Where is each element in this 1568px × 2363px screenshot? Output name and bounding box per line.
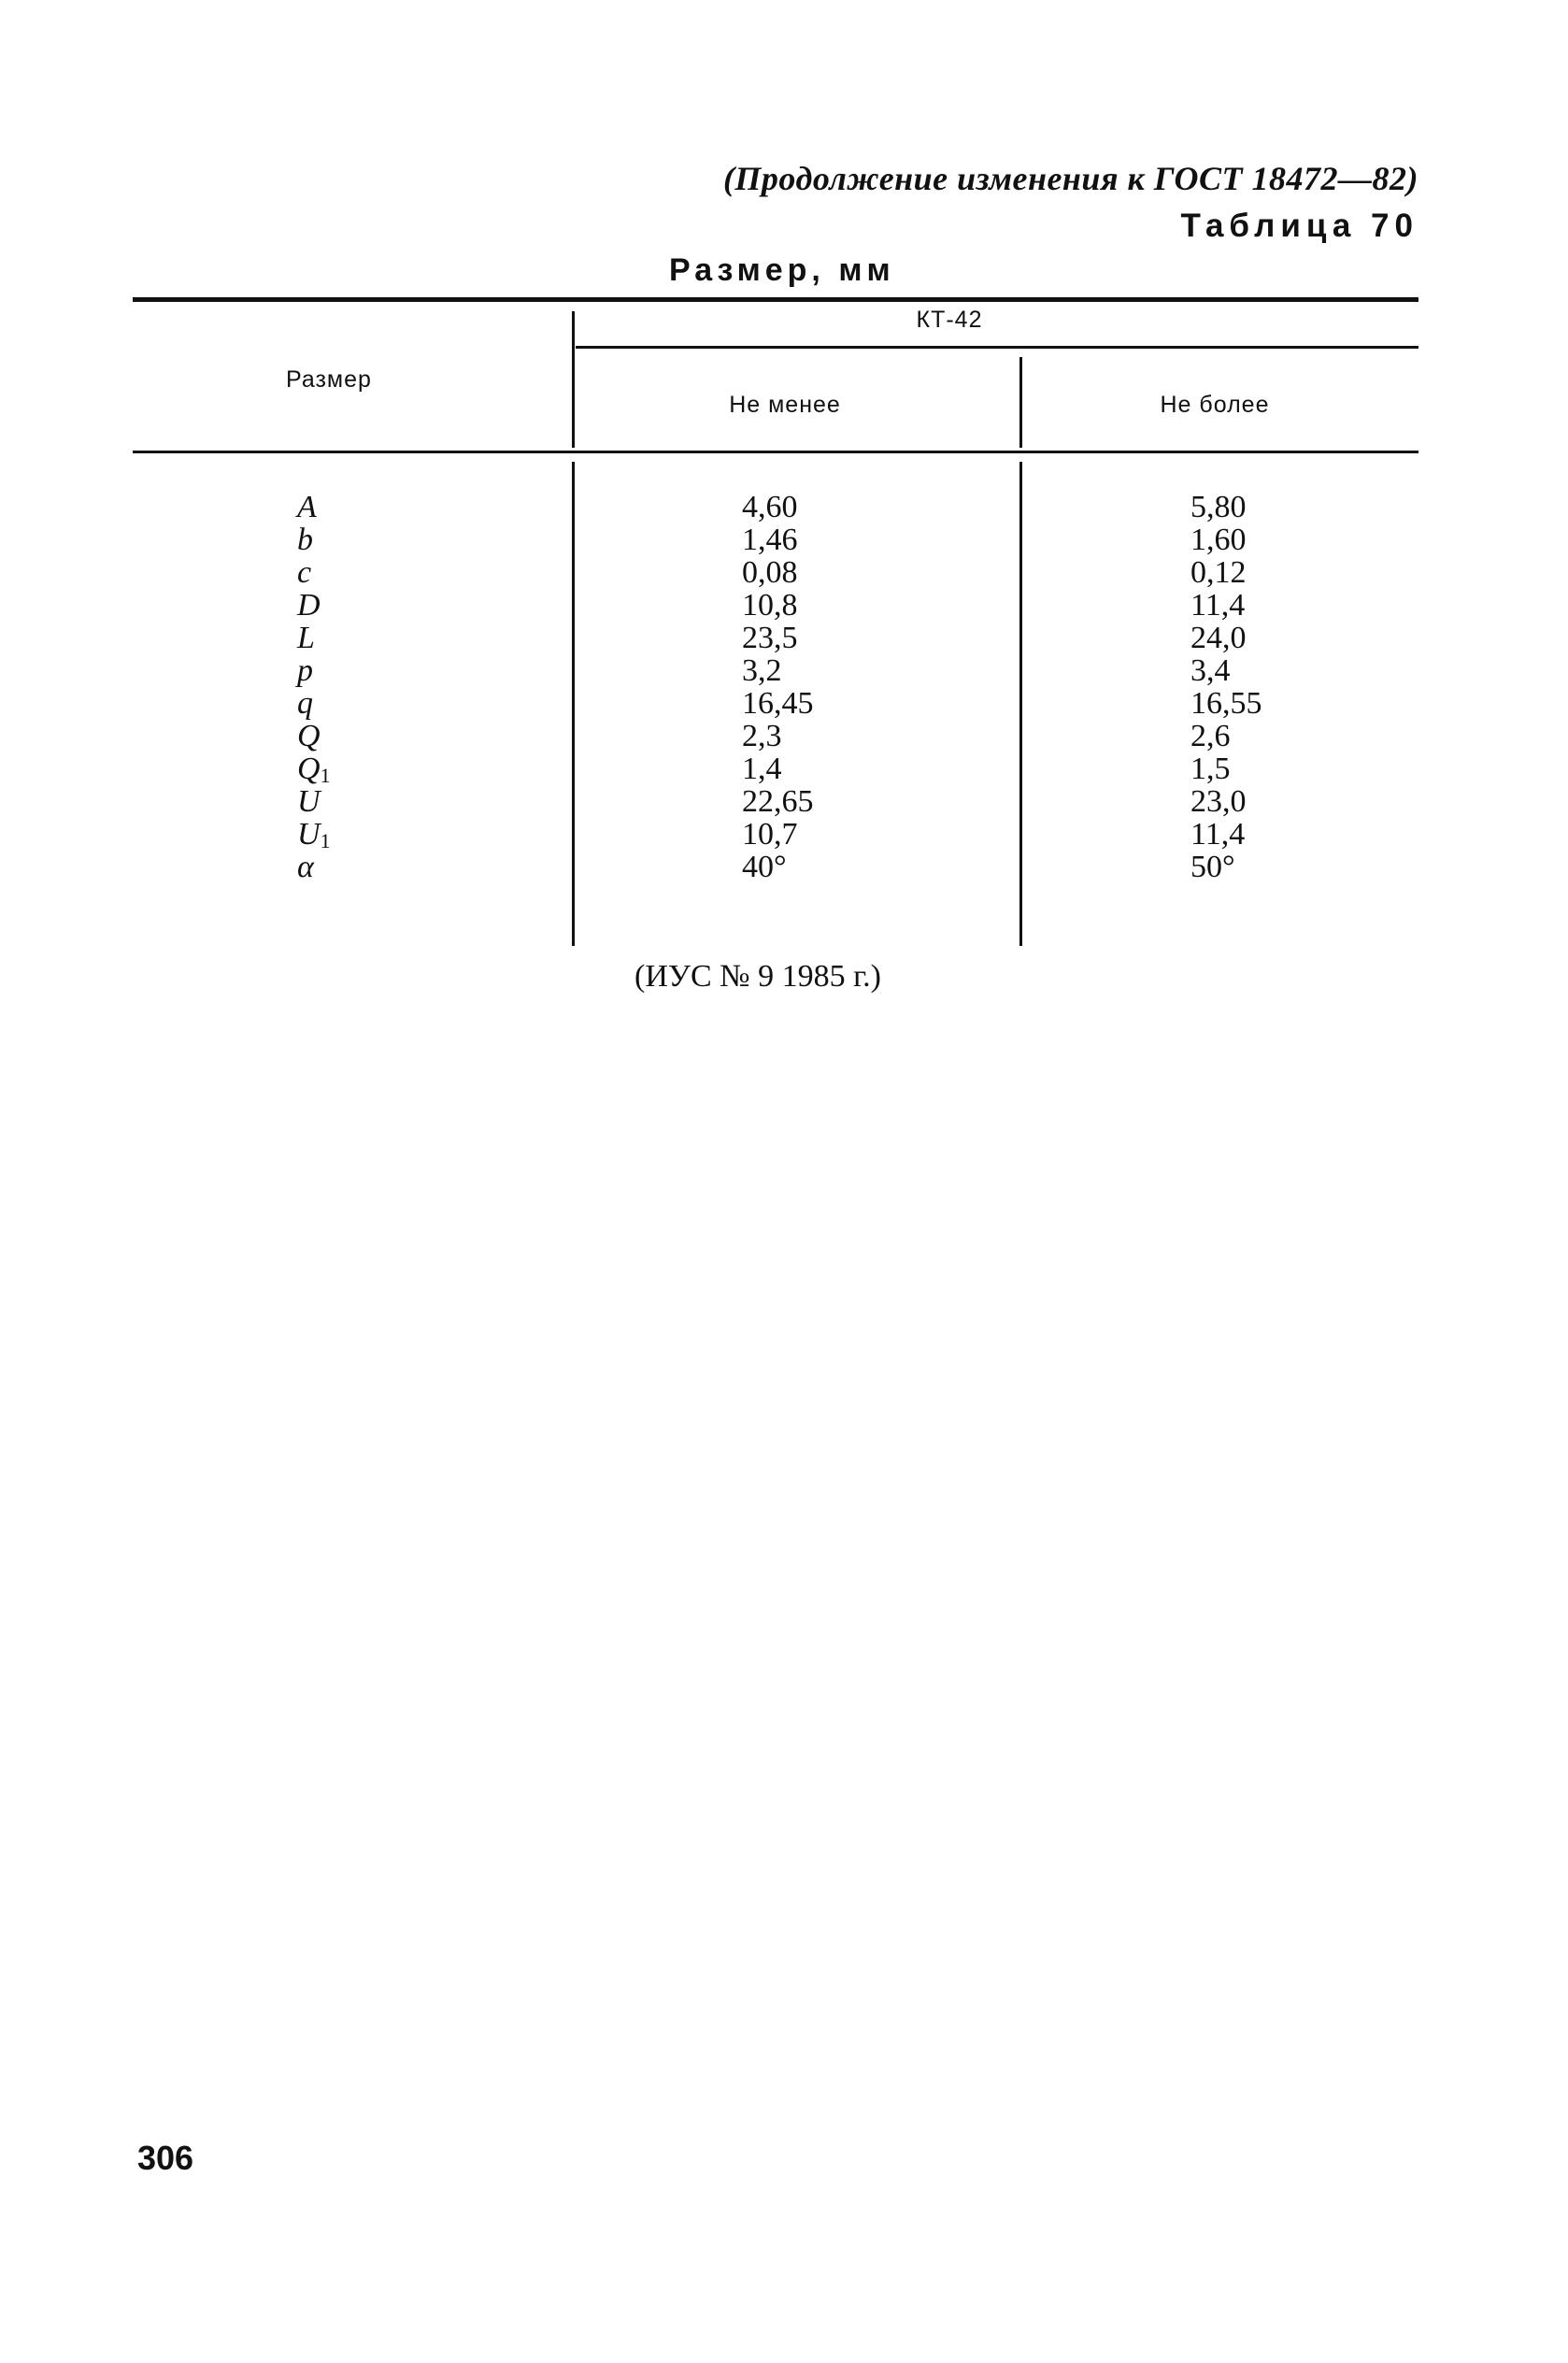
source-reference: (ИУС № 9 1985 г.) — [634, 959, 881, 994]
row-min-value: 23,5 — [742, 621, 798, 655]
row-param-symbol: A — [297, 490, 317, 524]
row-param — [297, 851, 314, 883]
row-min-value: 2,3 — [742, 719, 782, 753]
row-max-value: 1,60 — [1190, 523, 1247, 557]
row-min-value: 10,8 — [742, 588, 798, 623]
row-param-symbol: b — [297, 523, 313, 557]
header-column-divider-2 — [1019, 357, 1022, 448]
row-param — [297, 687, 313, 720]
table-row — [0, 589, 1568, 622]
row-param — [297, 589, 321, 622]
row-min-value: 1,4 — [742, 752, 782, 786]
row-max-value: 3,4 — [1190, 653, 1231, 688]
header-min: Не менее — [729, 392, 841, 418]
table-row — [0, 523, 1568, 556]
header-column-divider-1 — [572, 311, 575, 448]
row-param — [297, 523, 313, 556]
row-min-value: 16,45 — [742, 686, 814, 721]
row-max-value: 11,4 — [1190, 817, 1246, 852]
table-row — [0, 752, 1568, 785]
table-row — [0, 818, 1568, 851]
header-max: Не более — [1160, 392, 1270, 418]
row-param — [297, 556, 311, 589]
table-row — [0, 720, 1568, 752]
page-number: 306 — [137, 2139, 194, 2177]
row-param-symbol: U — [297, 784, 321, 819]
row-param-symbol: Q — [297, 719, 321, 753]
row-param-symbol: p — [297, 653, 313, 688]
row-param-symbol: L — [297, 621, 315, 655]
row-param — [297, 491, 317, 523]
row-param-subscript: 1 — [320, 829, 331, 852]
row-max-value: 11,4 — [1190, 588, 1246, 623]
row-max-value: 16,55 — [1190, 686, 1262, 721]
header-bottom-rule — [133, 451, 1418, 453]
table-body — [0, 491, 1568, 883]
row-param-symbol: U — [297, 817, 321, 852]
table-row — [0, 851, 1568, 883]
row-min-value: 1,46 — [742, 523, 798, 557]
row-param — [297, 720, 321, 752]
table-row — [0, 622, 1568, 654]
table-row — [0, 491, 1568, 523]
row-max-value: 1,5 — [1190, 752, 1231, 786]
header-group: КТ-42 — [916, 307, 983, 333]
table-number: Таблица 70 — [1180, 208, 1418, 244]
row-param-symbol: D — [297, 588, 321, 623]
table-row — [0, 654, 1568, 687]
table-row — [0, 785, 1568, 818]
row-max-value: 23,0 — [1190, 784, 1247, 819]
row-min-value: 22,65 — [742, 784, 814, 819]
row-min-value: 10,7 — [742, 817, 798, 852]
table-caption: Размер, мм — [669, 252, 895, 288]
row-min-value: 0,08 — [742, 555, 798, 590]
row-param-symbol: c — [297, 555, 312, 590]
continuation-note: (Продолжение изменения к ГОСТ 18472—82) — [722, 160, 1418, 197]
row-param-symbol: q — [297, 686, 313, 721]
row-param-symbol: α — [297, 850, 314, 884]
row-min-value: 3,2 — [742, 653, 782, 688]
table-row — [0, 687, 1568, 720]
row-max-value: 50° — [1190, 850, 1235, 884]
header-param: Размер — [286, 366, 372, 393]
row-max-value: 5,80 — [1190, 490, 1247, 524]
header-group-rule — [576, 346, 1418, 349]
row-param — [297, 622, 315, 654]
table-top-rule — [133, 297, 1418, 302]
row-max-value: 0,12 — [1190, 555, 1247, 590]
row-min-value: 4,60 — [742, 490, 798, 524]
row-max-value: 24,0 — [1190, 621, 1247, 655]
row-min-value: 40° — [742, 850, 787, 884]
table-row — [0, 556, 1568, 589]
row-max-value: 2,6 — [1190, 719, 1231, 753]
row-param — [297, 654, 313, 687]
row-param-subscript: 1 — [320, 764, 331, 787]
row-param-symbol: Q — [297, 752, 321, 786]
row-param — [297, 785, 321, 818]
